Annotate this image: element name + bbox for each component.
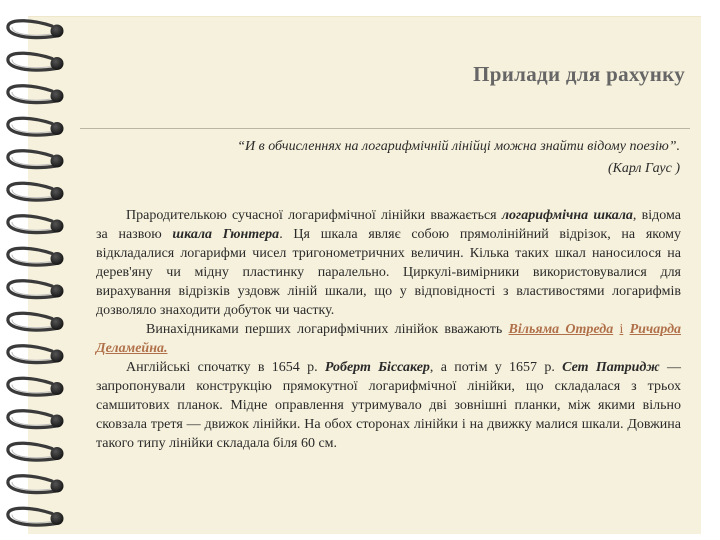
epigraph-author: (Карл Гаус ) xyxy=(607,161,680,176)
term-gunter-scale: шкала Гюнтера xyxy=(172,227,280,242)
spiral-ring xyxy=(8,443,64,460)
spiral-ring xyxy=(8,183,64,200)
paragraph-1 xyxy=(96,206,681,320)
term-log-scale: логарифмічна шкала xyxy=(501,208,633,223)
text-run: Англійські спочатку в 1654 р. xyxy=(126,360,325,375)
spiral-ring xyxy=(8,476,64,493)
text-run: . Ця шкала являє собою прямолінійний відрізок, на якому відкладалися логарифми чисел тригонометричних величин. Кілька таких шкал наносилося на дерев'яну чи мідну пластинку паралельно. Циркулі-вимірники використовувалися для вирахування відрізків уздовж ліній шкали, що у відповідності з властивостями логарифмів дозволяло знаходити добуток чи частку. xyxy=(96,227,681,318)
page-title: Прилади для рахунку xyxy=(473,62,685,86)
text-run: , відома за назвою xyxy=(96,208,681,242)
spiral-binding xyxy=(0,0,80,540)
spiral-ring xyxy=(8,248,64,265)
title-divider xyxy=(80,128,690,129)
body-text xyxy=(96,206,681,453)
spiral-ring xyxy=(8,281,64,298)
text-run: Винахідниками перших логарифмічних лінійок вважають xyxy=(146,322,509,337)
spiral-ring xyxy=(8,378,64,395)
spiral-ring xyxy=(8,313,64,330)
spiral-ring xyxy=(8,346,64,363)
name-bissaker: Роберт Біссакер xyxy=(324,360,430,375)
text-run: , а потім у 1657 р. xyxy=(429,360,563,375)
spiral-ring xyxy=(8,216,64,233)
spiral-ring xyxy=(8,411,64,428)
link-oughtred[interactable]: Вільяма Отреда xyxy=(508,322,614,337)
paragraph-3 xyxy=(96,358,681,453)
spiral-ring xyxy=(8,53,64,70)
spiral-ring xyxy=(8,21,64,38)
spiral-ring xyxy=(8,508,64,525)
spiral-ring xyxy=(8,86,64,103)
text-run: — запропонували конструкцію прямокутної логарифмічної лінійки, що складалася з трьох самшитових планок. Мідне оправлення утримувало дві зовнішні планки, між якими вільно сковзала третя — движок лінійки. На обох сторонах лінійки і на движку малися шкали. Довжина такого типу лінійки складала біля 60 см. xyxy=(96,360,681,451)
link-delamain[interactable]: Ричарда Деламейна. xyxy=(96,322,682,356)
spiral-ring xyxy=(8,151,64,168)
link-and[interactable]: і xyxy=(619,322,624,337)
spiral-ring xyxy=(8,118,64,135)
epigraph xyxy=(95,136,680,180)
paragraph-2 xyxy=(96,320,681,358)
text-run: Прародителькою сучасної логарифмічної лінійки вважається xyxy=(126,208,502,223)
name-partridge: Сет Патридж xyxy=(562,360,660,375)
epigraph-text: “И в обчисленнях на логарифмічній лінійці можна знайти відому поезію”. xyxy=(237,139,680,154)
